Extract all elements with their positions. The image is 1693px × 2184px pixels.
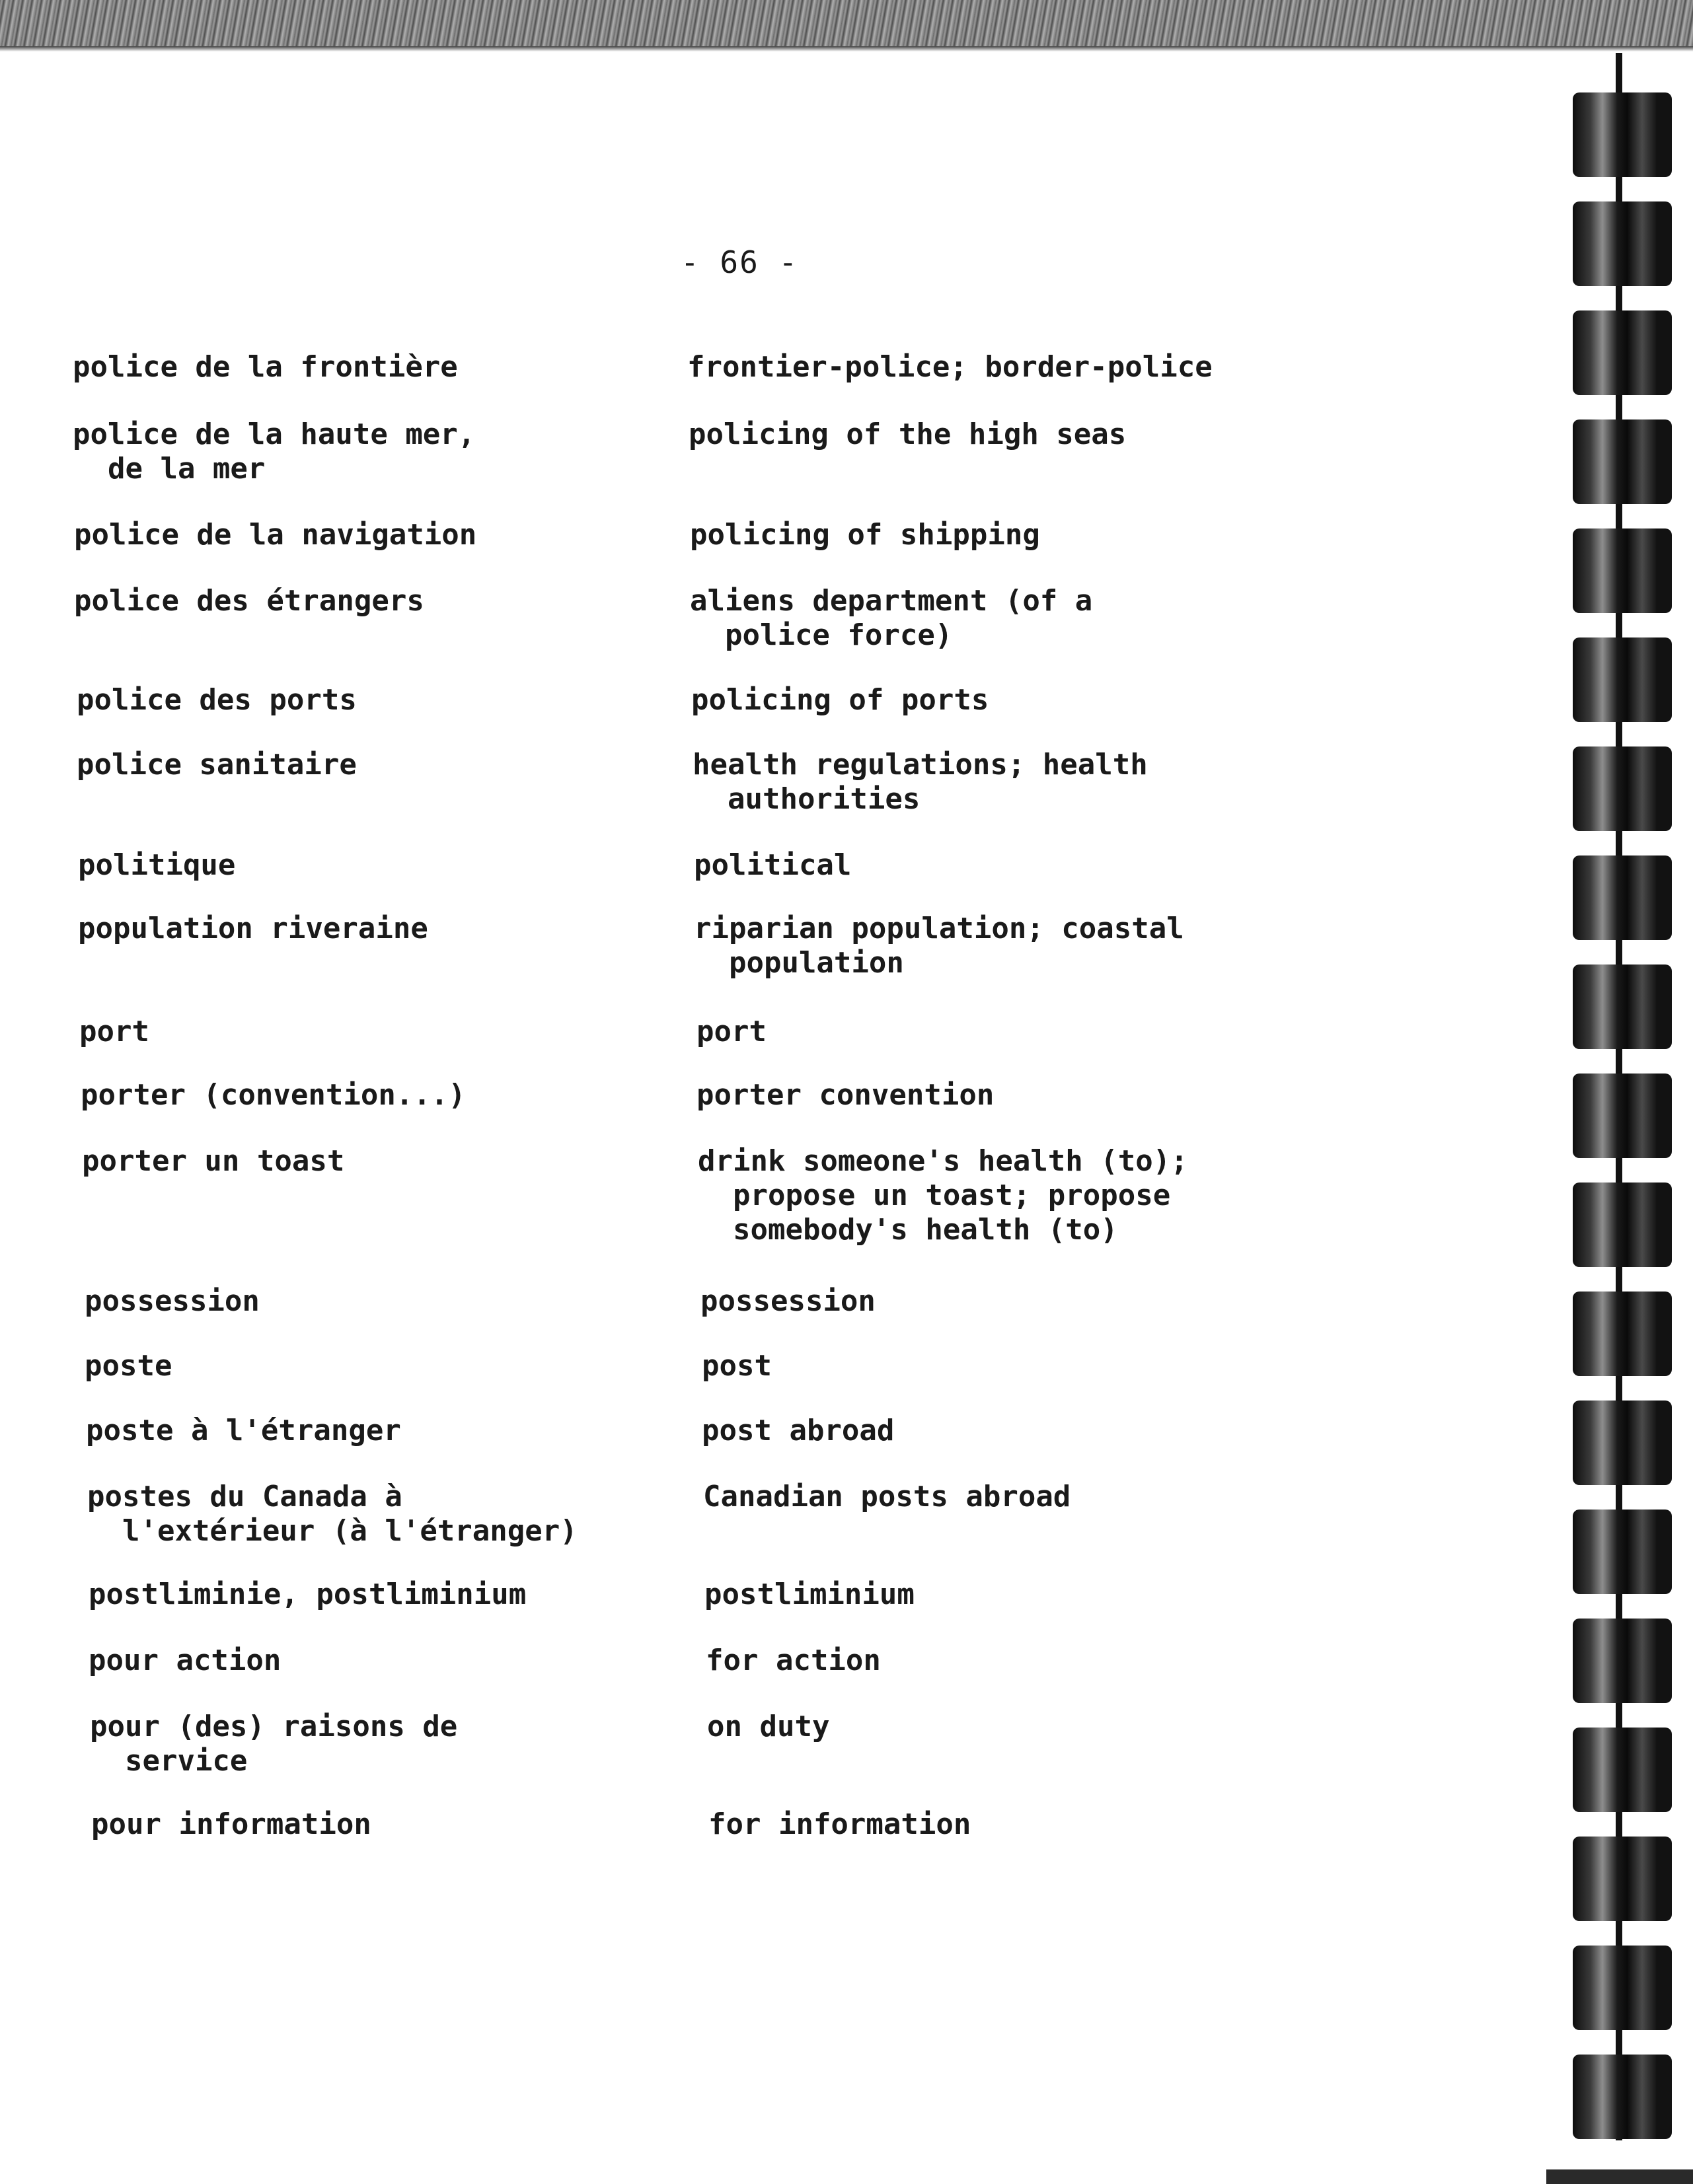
french-term: police des étrangers [74,584,424,618]
english-translation: drink someone's health (to); propose un toast; propose somebody's health (to) [698,1144,1188,1247]
french-term: porter un toast [82,1144,345,1178]
binding-ring [1573,1074,1672,1158]
english-translation: policing of shipping [690,518,1040,552]
english-translation: post abroad [702,1414,895,1447]
french-term: pour action [89,1644,282,1677]
english-translation: post [702,1349,772,1383]
binding-ring [1573,637,1672,722]
french-term: postliminie, postliminium [89,1578,527,1611]
french-term: postes du Canada à l'extérieur (à l'étranger) [87,1480,578,1548]
binding-ring [1573,1837,1672,1921]
french-term: police sanitaire [77,748,357,782]
binding-ring [1573,419,1672,504]
english-translation: riparian population; coastal population [694,912,1184,980]
binding-ring [1573,1946,1672,2030]
french-term: poste à l'étranger [86,1414,401,1447]
binding-ring [1573,855,1672,940]
scanned-page-bottom-edge [1546,2169,1693,2184]
french-term: politique [78,848,236,882]
binding-ring [1573,965,1672,1049]
english-translation: Canadian posts abroad [703,1480,1071,1513]
french-term: population riveraine [78,912,428,945]
english-translation: postliminium [704,1578,915,1611]
binding-ring [1573,528,1672,613]
binding-ring [1573,201,1672,286]
english-translation: policing of the high seas [689,418,1127,451]
english-translation: health regulations; health authorities [693,748,1148,816]
binding-ring [1573,1510,1672,1594]
french-term: police de la haute mer, de la mer [73,418,476,486]
french-term: port [79,1015,149,1048]
english-translation: for information [708,1807,971,1841]
binding-ring [1573,746,1672,831]
french-term: porter (convention...) [81,1078,466,1112]
french-term: possession [85,1284,260,1318]
english-translation: port [696,1015,767,1048]
spiral-binding [1573,53,1692,2140]
french-term: pour (des) raisons de service [90,1710,458,1778]
english-translation: on duty [707,1710,830,1743]
binding-ring [1573,92,1672,177]
french-term: police de la frontière [73,350,458,384]
binding-ring [1573,1619,1672,1703]
binding-ring [1573,1728,1672,1812]
english-translation: possession [700,1284,876,1318]
english-translation: porter convention [696,1078,995,1112]
english-translation: for action [706,1644,881,1677]
french-term: police de la navigation [74,518,477,552]
english-translation: policing of ports [691,683,989,717]
french-term: police des ports [77,683,357,717]
binding-ring [1573,1292,1672,1376]
binding-ring [1573,1401,1672,1485]
french-term: pour information [91,1807,371,1841]
english-translation: political [694,848,852,882]
binding-ring [1573,310,1672,395]
english-translation: aliens department (of a police force) [690,584,1093,652]
french-term: poste [85,1349,172,1383]
page-number: - 66 - [681,244,799,280]
binding-ring [1573,2055,1672,2139]
english-translation: frontier-police; border-police [687,350,1213,384]
binding-ring [1573,1183,1672,1267]
